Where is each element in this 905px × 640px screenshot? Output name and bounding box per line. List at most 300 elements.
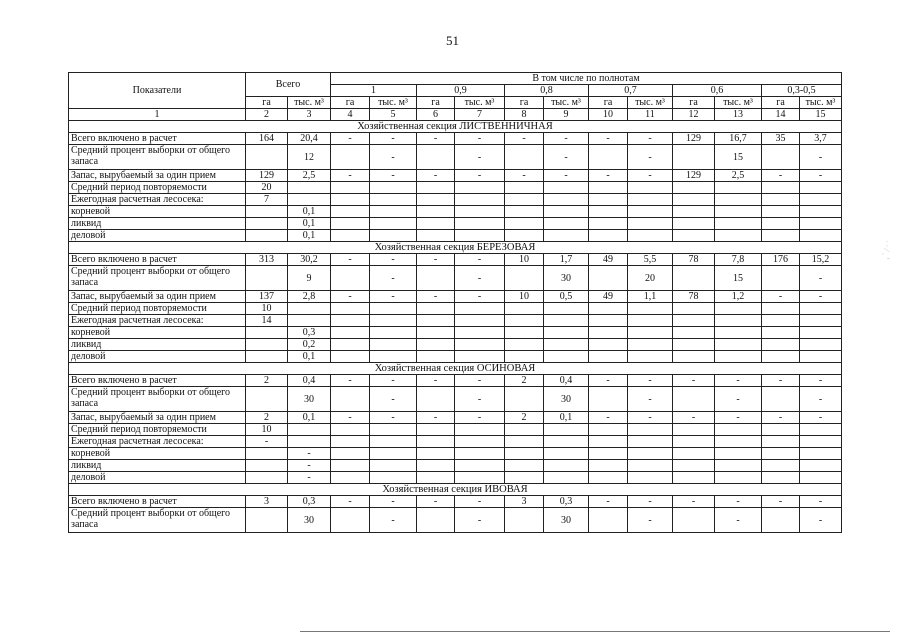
table-cell [505,436,544,448]
table-cell: 15 [715,266,762,291]
table-cell: - [417,412,455,424]
table-cell: - [246,436,288,448]
table-cell [505,327,544,339]
column-number: 3 [288,109,331,121]
table-cell: - [288,472,331,484]
table-cell: - [455,145,505,170]
table-cell: 15,2 [800,254,842,266]
table-row [69,448,842,460]
table-cell [417,472,455,484]
table-cell [762,206,800,218]
table-cell [673,448,715,460]
table-cell: 0,1 [544,412,589,424]
table-cell [331,448,370,460]
table-cell [505,460,544,472]
row-label: Средний процент выборки от общего запаса [69,145,246,170]
table-cell [246,460,288,472]
column-number: 9 [544,109,589,121]
table-cell: - [370,170,417,182]
table-cell [505,266,544,291]
row-label: Запас, вырубаемый за один прием [69,291,246,303]
table-cell [246,266,288,291]
table-cell: - [544,133,589,145]
header-total: Всего [246,73,331,97]
column-number: 12 [673,109,715,121]
table-row [69,387,842,412]
table-cell: 20,4 [288,133,331,145]
table-cell: 129 [246,170,288,182]
table-cell: - [370,266,417,291]
table-cell: - [628,170,673,182]
table-cell: - [331,254,370,266]
table-cell [370,327,417,339]
table-row [69,327,842,339]
table-cell [628,230,673,242]
table-cell [455,460,505,472]
table-cell [762,351,800,363]
row-label: Ежегодная расчетная лесосека: [69,436,246,448]
table-cell [331,327,370,339]
column-number: 4 [331,109,370,121]
table-cell [331,315,370,327]
table-cell [800,206,842,218]
table-cell [455,303,505,315]
table-cell: - [800,412,842,424]
table-cell [715,460,762,472]
row-label: Всего включено в расчет [69,375,246,387]
table-cell: - [370,254,417,266]
table-cell [715,327,762,339]
table-cell [673,145,715,170]
table-cell: 0,4 [544,375,589,387]
table-row [69,170,842,182]
row-label: деловой [69,472,246,484]
table-cell [589,436,628,448]
table-cell: 78 [673,254,715,266]
header-unit-ha: га [505,97,544,109]
table-row [69,230,842,242]
table-cell [455,315,505,327]
table-cell [246,448,288,460]
header-unit-volume: тыс. м³ [628,97,673,109]
table-cell: 30 [544,387,589,412]
table-cell: - [370,133,417,145]
table-cell: 137 [246,291,288,303]
table-cell: 2,5 [288,170,331,182]
table-cell [246,145,288,170]
table-cell: - [331,496,370,508]
table-cell [544,424,589,436]
table-cell: 3 [246,496,288,508]
table-cell: 164 [246,133,288,145]
table-cell [331,230,370,242]
table-cell: 2 [246,375,288,387]
table-cell: 0,3 [288,327,331,339]
table-cell: 9 [288,266,331,291]
table-cell [762,145,800,170]
table-cell: 30 [288,508,331,533]
table-cell [589,460,628,472]
row-label: Всего включено в расчет [69,496,246,508]
table-cell: 0,2 [288,339,331,351]
page-number: 51 [446,33,459,48]
table-cell [370,460,417,472]
table-cell: - [455,291,505,303]
section-title: Хозяйственная секция БЕРЕЗОВАЯ [69,242,842,254]
table-cell: - [544,170,589,182]
table-cell [715,424,762,436]
table-cell [544,339,589,351]
table-cell: - [589,412,628,424]
table-cell [505,218,544,230]
table-cell: - [589,375,628,387]
table-cell [628,218,673,230]
table-cell [505,303,544,315]
table-cell [589,218,628,230]
row-label: ликвид [69,218,246,230]
table-cell: - [800,291,842,303]
table-cell [628,351,673,363]
table-cell: - [715,508,762,533]
table-cell [505,508,544,533]
table-cell [715,448,762,460]
table-cell: - [331,412,370,424]
table-cell [370,303,417,315]
table-cell [673,206,715,218]
table-cell [589,327,628,339]
table-cell [715,206,762,218]
header-density-09: 0,9 [417,85,505,97]
table-cell: - [589,133,628,145]
header-unit-volume: тыс. м³ [544,97,589,109]
table-cell [762,339,800,351]
table-cell: 49 [589,254,628,266]
header-density-08: 0,8 [505,85,589,97]
table-cell [800,436,842,448]
header-density-07: 0,7 [589,85,673,97]
table-cell [628,448,673,460]
header-unit-ha: га [246,97,288,109]
table-cell [762,218,800,230]
row-label: корневой [69,448,246,460]
table-row [69,472,842,484]
table-cell: - [505,170,544,182]
row-label: корневой [69,327,246,339]
table-cell [417,194,455,206]
header-indicator: Показатели [69,73,246,109]
table-cell: - [417,254,455,266]
table-cell [589,387,628,412]
table-cell [370,194,417,206]
table-cell: - [628,496,673,508]
table-cell: 0,4 [288,375,331,387]
table-cell: 2 [505,375,544,387]
table-cell [673,508,715,533]
table-row [69,291,842,303]
table-row [69,194,842,206]
column-number: 15 [800,109,842,121]
table-cell: 2,5 [715,170,762,182]
table-row [69,303,842,315]
table-cell [544,315,589,327]
table-cell [246,508,288,533]
table-cell [505,472,544,484]
table-cell [589,303,628,315]
table-cell: 10 [505,291,544,303]
table-cell [589,194,628,206]
row-label: Всего включено в расчет [69,254,246,266]
section-title: Хозяйственная секция ЛИСТВЕННИЧНАЯ [69,121,842,133]
table-cell: - [370,375,417,387]
table-cell: - [417,291,455,303]
section-title: Хозяйственная секция ИВОВАЯ [69,484,842,496]
table-cell [505,387,544,412]
table-cell [505,230,544,242]
row-label: Средний период повторяемости [69,424,246,436]
table-cell [455,230,505,242]
table-cell: - [673,375,715,387]
table-cell [370,218,417,230]
column-number: 10 [589,109,628,121]
table-cell [331,206,370,218]
table-cell [673,266,715,291]
table-cell [673,436,715,448]
table-row [69,508,842,533]
table-cell [417,460,455,472]
table-cell [762,315,800,327]
table-cell: - [589,170,628,182]
table-cell: 3,7 [800,133,842,145]
table-row [69,339,842,351]
table-cell [288,194,331,206]
table-cell [544,230,589,242]
table-cell [762,508,800,533]
table-cell [628,472,673,484]
table-cell [455,327,505,339]
table-cell [417,218,455,230]
table-cell [628,436,673,448]
table-cell [544,218,589,230]
table-cell [715,436,762,448]
table-cell [673,230,715,242]
table-row [69,351,842,363]
table-cell [246,230,288,242]
row-label: деловой [69,351,246,363]
table-cell [800,218,842,230]
table-cell [288,182,331,194]
table-row [69,315,842,327]
table-cell [370,448,417,460]
table-cell: - [715,412,762,424]
table-cell [673,424,715,436]
table-cell: 0,3 [544,496,589,508]
table-cell: - [455,254,505,266]
table-cell [544,327,589,339]
table-cell: - [455,412,505,424]
table-cell: 10 [505,254,544,266]
table-cell: - [505,133,544,145]
table-cell [505,351,544,363]
table-cell [628,303,673,315]
table-cell [673,194,715,206]
row-label: Средний период повторяемости [69,303,246,315]
table-cell [715,472,762,484]
table-cell [455,182,505,194]
table-cell [589,508,628,533]
row-label: Средний процент выборки от общего запаса [69,508,246,533]
column-number: 6 [417,109,455,121]
row-label: Запас, вырубаемый за один прием [69,170,246,182]
table-cell [505,182,544,194]
table-cell: 1,2 [715,291,762,303]
table-cell [417,436,455,448]
table-cell [544,351,589,363]
table-cell [628,182,673,194]
table-cell [455,206,505,218]
header-unit-volume: тыс. м³ [288,97,331,109]
table-cell: - [417,496,455,508]
table-cell [762,194,800,206]
table-cell [331,436,370,448]
table-cell: - [762,375,800,387]
table-row [69,436,842,448]
table-cell [673,218,715,230]
table-cell: 12 [288,145,331,170]
table-cell [762,266,800,291]
header-by-density: В том числе по полнотам [331,73,842,85]
table-cell [331,266,370,291]
table-cell: 2,8 [288,291,331,303]
table-cell: - [800,145,842,170]
table-row [69,460,842,472]
header-unit-ha: га [589,97,628,109]
header-density-1: 1 [331,85,417,97]
table-cell [673,351,715,363]
table-cell [331,182,370,194]
table-cell: 7,8 [715,254,762,266]
table-cell [762,327,800,339]
table-cell [762,303,800,315]
table-cell [505,315,544,327]
table-cell: 49 [589,291,628,303]
table-cell: - [715,375,762,387]
header-density-03-05: 0,3-0,5 [762,85,842,97]
table-cell: - [628,508,673,533]
table-cell [505,206,544,218]
table-cell: - [762,291,800,303]
table-cell [505,145,544,170]
table-cell [589,266,628,291]
table-cell [331,351,370,363]
table-cell: - [370,508,417,533]
table-row [69,254,842,266]
table-cell [800,303,842,315]
table-cell [417,508,455,533]
table-cell [628,194,673,206]
column-number: 8 [505,109,544,121]
table-cell [589,230,628,242]
table-cell [544,448,589,460]
table-cell: - [673,496,715,508]
table-cell: 176 [762,254,800,266]
table-cell: - [715,387,762,412]
table-cell: - [800,387,842,412]
table-cell [455,351,505,363]
row-label: Ежегодная расчетная лесосека: [69,315,246,327]
table-cell [505,339,544,351]
table-cell [417,230,455,242]
header-unit-ha: га [417,97,455,109]
table-cell [762,448,800,460]
table-cell: 313 [246,254,288,266]
table-cell [455,339,505,351]
table-cell: 5,5 [628,254,673,266]
table-cell [455,436,505,448]
table-cell [673,327,715,339]
table-cell [417,448,455,460]
table-cell [762,182,800,194]
table-cell [800,424,842,436]
table-cell: 129 [673,170,715,182]
table-cell [589,351,628,363]
table-cell [800,194,842,206]
table-cell [246,351,288,363]
table-cell: 30 [544,508,589,533]
table-cell [246,387,288,412]
table-cell [628,315,673,327]
table-cell: - [589,496,628,508]
table-cell: 0,1 [288,412,331,424]
table-cell: 3 [505,496,544,508]
table-row [69,412,842,424]
table-cell [762,387,800,412]
table-cell [246,218,288,230]
table-cell [673,303,715,315]
table-cell [331,194,370,206]
table-cell: - [800,496,842,508]
table-cell [673,387,715,412]
table-cell [628,327,673,339]
table-cell [800,182,842,194]
row-label: ликвид [69,339,246,351]
table-cell: 1,7 [544,254,589,266]
table-cell: 35 [762,133,800,145]
table-cell [715,303,762,315]
column-number: 13 [715,109,762,121]
table-cell [544,206,589,218]
table-cell [417,206,455,218]
table-cell [331,508,370,533]
table-cell [370,436,417,448]
table-cell [417,266,455,291]
table-cell [288,303,331,315]
table-cell [417,387,455,412]
table-cell: - [417,375,455,387]
table-cell [455,472,505,484]
table-cell [628,424,673,436]
table-cell [589,424,628,436]
table-cell [800,230,842,242]
table-cell [417,315,455,327]
table-cell [417,424,455,436]
table-cell [673,472,715,484]
table-cell [715,230,762,242]
table-cell [370,206,417,218]
table-cell: - [417,170,455,182]
header-unit-volume: тыс. м³ [715,97,762,109]
table-cell [673,460,715,472]
table-cell [370,351,417,363]
